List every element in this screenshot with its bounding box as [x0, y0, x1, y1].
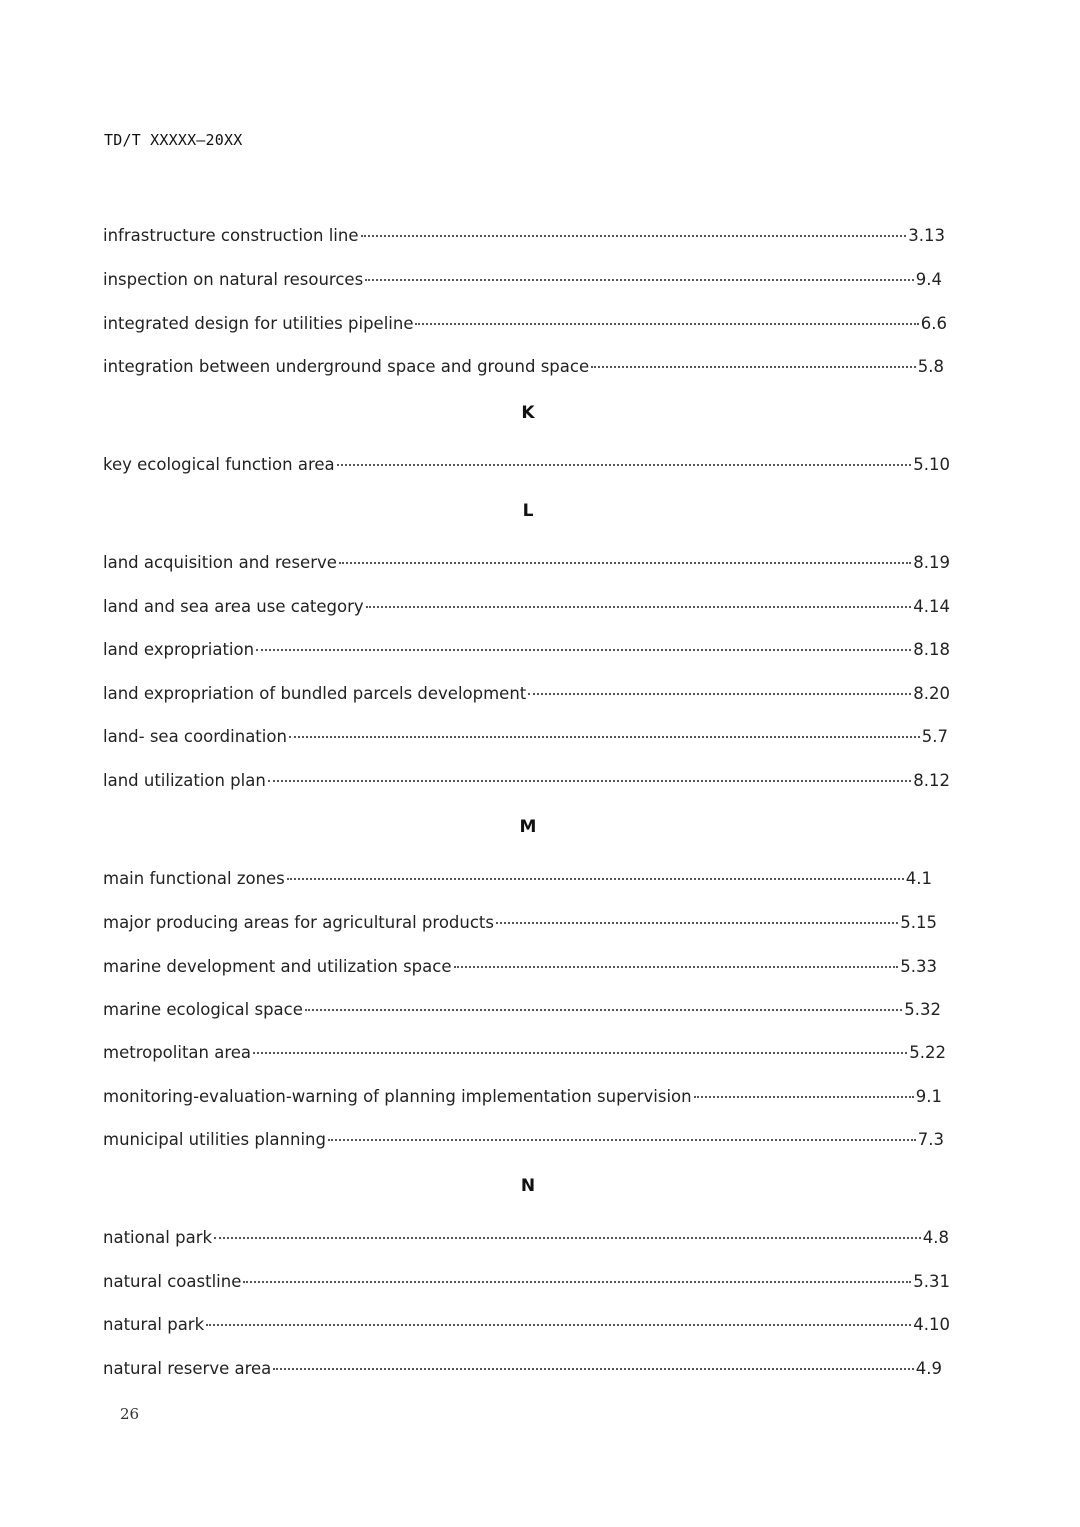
index-entry[interactable]	[103, 1359, 942, 1383]
index-entry[interactable]	[103, 957, 937, 981]
index-term: natural coastline	[103, 1272, 242, 1291]
dot-leader	[365, 279, 914, 281]
index-clause-ref: 7.3	[917, 1130, 944, 1149]
index-term: infrastructure construction line	[103, 226, 359, 245]
index-clause-ref: 4.1	[905, 869, 932, 888]
dot-leader	[361, 235, 907, 237]
index-entry[interactable]	[103, 226, 945, 250]
index-term: land and sea area use category	[103, 597, 364, 616]
index-clause-ref: 8.19	[913, 553, 950, 572]
index-clause-ref: 4.14	[913, 597, 950, 616]
dot-leader	[206, 1324, 911, 1326]
index-term: land- sea coordination	[103, 727, 287, 746]
index-term: national park	[103, 1228, 213, 1247]
index-term: marine development and utilization space	[103, 957, 452, 976]
dot-leader	[454, 966, 899, 968]
index-entry[interactable]	[103, 597, 950, 621]
dot-leader	[273, 1368, 913, 1370]
page-number: 26	[120, 1405, 140, 1423]
dot-leader	[305, 1009, 902, 1011]
dot-leader	[214, 1237, 921, 1239]
index-entry[interactable]	[103, 314, 947, 338]
index-term: inspection on natural resources	[103, 270, 364, 289]
index-entry[interactable]	[103, 1130, 944, 1154]
index-clause-ref: 5.10	[913, 455, 950, 474]
index-term: land expropriation	[103, 640, 255, 659]
index-term: main functional zones	[103, 869, 285, 888]
index-clause-ref: 5.32	[904, 1000, 941, 1019]
section-letter-l: L	[522, 501, 534, 521]
index-term: land utilization plan	[103, 771, 266, 790]
index-entry[interactable]	[103, 1087, 942, 1111]
index-clause-ref: 6.6	[920, 314, 947, 333]
index-clause-ref: 4.8	[922, 1228, 949, 1247]
index-term: monitoring-evaluation-warning of planning implementation supervision	[103, 1087, 692, 1106]
index-term: municipal utilities planning	[103, 1130, 326, 1149]
dot-leader	[253, 1052, 907, 1054]
section-letter-m: M	[519, 817, 537, 837]
index-term: land acquisition and reserve	[103, 553, 337, 572]
dot-leader	[287, 878, 904, 880]
index-entry[interactable]	[103, 1228, 949, 1252]
index-entry[interactable]	[103, 869, 932, 893]
dot-leader	[694, 1096, 914, 1098]
dot-leader	[339, 562, 911, 564]
index-entry[interactable]	[103, 1272, 950, 1296]
index-clause-ref: 8.18	[913, 640, 950, 659]
index-clause-ref: 5.8	[917, 357, 944, 376]
dot-leader	[243, 1281, 911, 1283]
index-clause-ref: 3.13	[908, 226, 945, 245]
index-entry[interactable]	[103, 455, 950, 479]
index-term: integrated design for utilities pipeline	[103, 314, 414, 333]
dot-leader	[268, 780, 911, 782]
dot-leader	[289, 736, 920, 738]
dot-leader	[328, 1139, 916, 1141]
index-entry[interactable]	[103, 684, 950, 708]
dot-leader	[337, 464, 912, 466]
dot-leader	[256, 649, 911, 651]
dot-leader	[366, 606, 912, 608]
index-term: marine ecological space	[103, 1000, 303, 1019]
index-term: natural park	[103, 1315, 205, 1334]
index-term: natural reserve area	[103, 1359, 272, 1378]
index-clause-ref: 5.7	[921, 727, 948, 746]
index-clause-ref: 8.20	[913, 684, 950, 703]
index-entry[interactable]	[103, 727, 948, 751]
index-entry[interactable]	[103, 913, 937, 937]
index-clause-ref: 9.4	[915, 270, 942, 289]
index-clause-ref: 5.22	[909, 1043, 946, 1062]
index-clause-ref: 9.1	[915, 1087, 942, 1106]
index-entry[interactable]	[103, 1043, 946, 1067]
index-entry[interactable]	[103, 1000, 941, 1024]
index-clause-ref: 5.15	[900, 913, 937, 932]
index-entry[interactable]	[103, 640, 950, 664]
index-entry[interactable]	[103, 1315, 950, 1339]
index-term: integration between underground space and ground space	[103, 357, 590, 376]
index-entry[interactable]	[103, 553, 950, 577]
dot-leader	[591, 366, 916, 368]
index-entry[interactable]	[103, 270, 942, 294]
index-clause-ref: 8.12	[913, 771, 950, 790]
section-letter-k: K	[521, 403, 535, 423]
dot-leader	[415, 323, 918, 325]
index-entry[interactable]	[103, 771, 950, 795]
index-term: land expropriation of bundled parcels development	[103, 684, 527, 703]
index-clause-ref: 5.31	[913, 1272, 950, 1291]
index-entry[interactable]	[103, 357, 944, 381]
index-clause-ref: 4.9	[915, 1359, 942, 1378]
index-term: major producing areas for agricultural products	[103, 913, 494, 932]
index-term: metropolitan area	[103, 1043, 252, 1062]
index-term: key ecological function area	[103, 455, 335, 474]
index-clause-ref: 4.10	[913, 1315, 950, 1334]
document-code-header: TD/T XXXXX—20XX	[104, 131, 243, 149]
section-letter-n: N	[520, 1176, 536, 1196]
index-clause-ref: 5.33	[900, 957, 937, 976]
dot-leader	[496, 922, 898, 924]
dot-leader	[528, 693, 911, 695]
